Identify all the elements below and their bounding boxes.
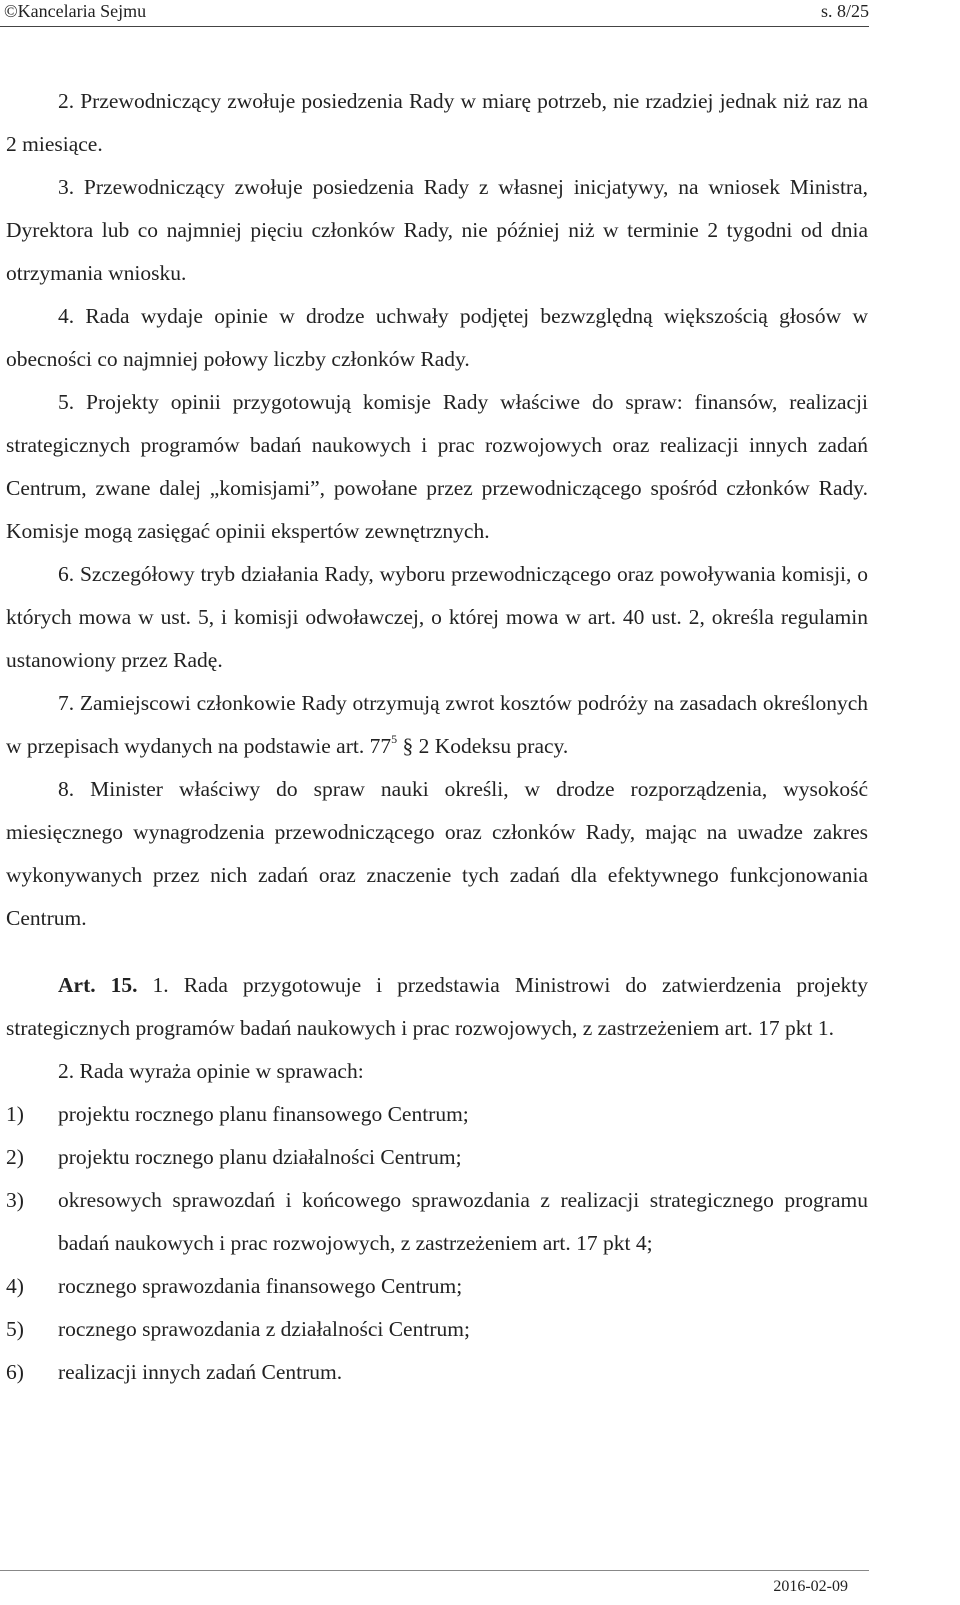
paragraph-7-text-b: § 2 Kodeksu pracy. (397, 734, 569, 758)
list-item (6, 1265, 868, 1308)
document-body (6, 80, 868, 1394)
list-item (6, 1093, 868, 1136)
list-item (6, 1351, 868, 1394)
list-item-text: projektu rocznego planu finansowego Centrum; (58, 1102, 469, 1126)
list-item-text: projektu rocznego planu działalności Centrum; (58, 1145, 462, 1169)
paragraph-7-text-a: 7. Zamiejscowi członkowie Rady otrzymują zwrot kosztów podróży na zasadach określonych w przepisach wydanych na podstawie art. 77 (6, 691, 868, 758)
list-item-text: okresowych sprawozdań i końcowego sprawozdania z realizacji strategicznego programu badań naukowych i prac rozwojowych, z zastrzeżeniem art. 17 pkt 4; (58, 1188, 868, 1255)
list-item-number: 5) (6, 1317, 24, 1341)
paragraph-7 (6, 682, 868, 768)
article-15-paragraph-2: 2. Rada wyraża opinie w sprawach: (58, 1059, 364, 1083)
article-15-paragraph-1 (6, 964, 868, 1050)
opinion-list (6, 1093, 868, 1394)
paragraph-2: 2. Przewodniczący zwołuje posiedzenia Rady w miarę potrzeb, nie rzadziej jednak niż raz na 2 miesiące. (6, 89, 868, 156)
footer-date: 2016-02-09 (773, 1578, 848, 1595)
footer-divider (0, 1570, 869, 1571)
list-item (6, 1179, 868, 1265)
paragraph-4: 4. Rada wydaje opinie w drodze uchwały podjętej bezwzględną większością głosów w obecności co najmniej połowy liczby członków Rady. (6, 304, 868, 371)
list-item-number: 4) (6, 1274, 24, 1298)
paragraph-7-superscript: 5 (391, 732, 398, 746)
paragraph-3: 3. Przewodniczący zwołuje posiedzenia Rady z własnej inicjatywy, na wniosek Ministra, Dyrektora lub co najmniej pięciu członków Rady, nie później niż w terminie 2 tygodni od dnia otrzymania wniosku. (6, 175, 868, 285)
list-item-number: 3) (6, 1188, 24, 1212)
paragraph-8: 8. Minister właściwy do spraw nauki określi, w drodze rozporządzenia, wysokość miesięcznego wynagrodzenia przewodniczącego oraz członków Rady, mając na uwadze zakres wykonywanych przez nich zadań oraz znaczenie tych zadań dla efektywnego funkcjonowania Centrum. (6, 777, 868, 930)
paragraph-5: 5. Projekty opinii przygotowują komisje Rady właściwe do spraw: finansów, realizacji strategicznych programów badań naukowych i prac rozwojowych oraz realizacji innych zadań Centrum, zwane dalej „komisjami”, powołane przez przewodniczącego spośród członków Rady. Komisje mogą zasięgać opinii ekspertów zewnętrznych. (6, 390, 868, 543)
article-15-label: Art. 15. (58, 973, 138, 997)
paragraph-6: 6. Szczegółowy tryb działania Rady, wyboru przewodniczącego oraz powoływania komisji, o których mowa w ust. 5, i komisji odwoławczej, o której mowa w art. 40 ust. 2, określa regulamin ustanowiony przez Radę. (6, 562, 868, 672)
list-item-text: realizacji innych zadań Centrum. (58, 1360, 343, 1384)
list-item-text: rocznego sprawozdania finansowego Centrum; (58, 1274, 463, 1298)
list-item (6, 1136, 868, 1179)
list-item-text: rocznego sprawozdania z działalności Centrum; (58, 1317, 470, 1341)
page-header (0, 0, 869, 27)
list-item-number: 2) (6, 1145, 24, 1169)
article-15-paragraph-1-text: 1. Rada przygotowuje i przedstawia Ministrowi do zatwierdzenia projekty strategicznych programów badań naukowych i prac rozwojowych, z zastrzeżeniem art. 17 pkt 1. (6, 973, 868, 1040)
list-item-number: 6) (6, 1360, 24, 1384)
list-item-number: 1) (6, 1102, 24, 1126)
list-item (6, 1308, 868, 1351)
header-publisher: ©Kancelaria Sejmu (4, 1, 147, 21)
header-page-number: s. 8/25 (820, 1, 869, 21)
